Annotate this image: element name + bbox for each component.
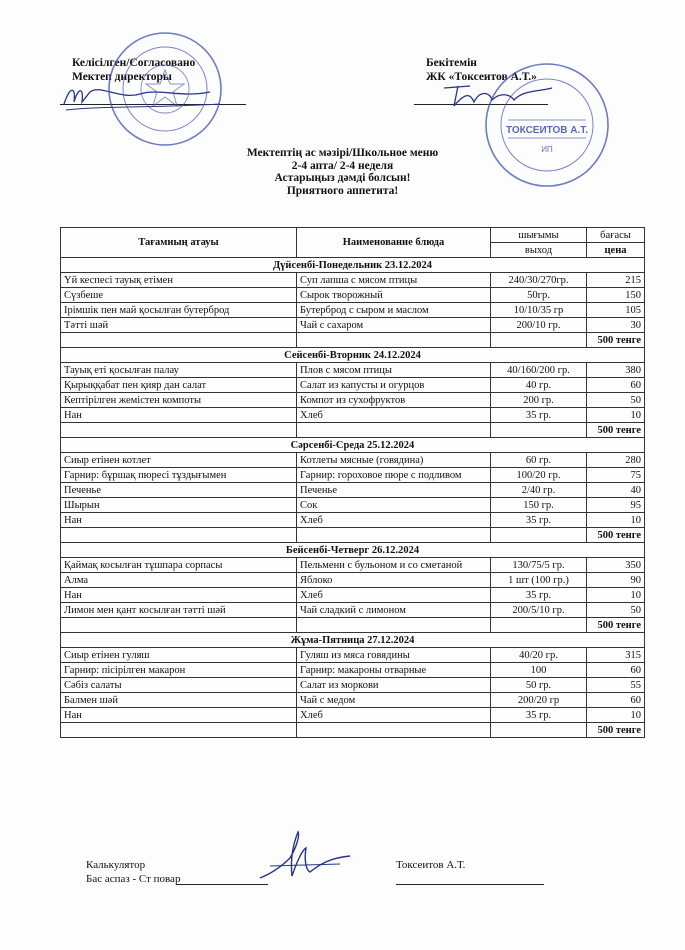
empty-cell	[61, 618, 297, 633]
dish-name-ru: Чай сладкий с лимоном	[297, 603, 491, 618]
day-total: 500 тенге	[587, 423, 645, 438]
day-total: 500 тенге	[587, 618, 645, 633]
col-header-price-ru: цена	[587, 243, 645, 258]
day-total-row	[61, 528, 645, 543]
menu-item-row	[61, 573, 645, 588]
week-label: 2-4 апта/ 2-4 неделя	[291, 159, 394, 172]
stamp-ip-text: ИП	[541, 145, 553, 154]
dish-name-ru: Чай с медом	[297, 693, 491, 708]
dish-output: 35 гр.	[491, 513, 587, 528]
menu-item-row	[61, 318, 645, 333]
dish-name-ru: Гарнир: макароны отварные	[297, 663, 491, 678]
footer-right-line	[396, 884, 544, 885]
footer-signature-line	[176, 884, 268, 885]
dish-name-ru: Хлеб	[297, 513, 491, 528]
dish-name-ru: Сок	[297, 498, 491, 513]
day-total-row	[61, 723, 645, 738]
dish-name-kz: Печенье	[61, 483, 297, 498]
dish-output: 40 гр.	[491, 378, 587, 393]
empty-cell	[297, 333, 491, 348]
day-total: 500 тенге	[587, 333, 645, 348]
school-director-label: Мектеп директоры	[72, 71, 172, 83]
dish-name-kz: Қырыққабат пен қияр дан салат	[61, 378, 297, 393]
day-total: 500 тенге	[587, 528, 645, 543]
dish-name-kz: Үй кеспесі тауық етімен	[61, 273, 297, 288]
dish-price: 60	[587, 693, 645, 708]
col-header-ru: Наименование блюда	[297, 228, 491, 258]
dish-name-ru: Печенье	[297, 483, 491, 498]
dish-price: 350	[587, 558, 645, 573]
dish-name-ru: Салат из капусты и огурцов	[297, 378, 491, 393]
dish-output: 1 шт (100 гр.)	[491, 573, 587, 588]
dish-price: 380	[587, 363, 645, 378]
dish-name-kz: Тәтті шәй	[61, 318, 297, 333]
footer-left	[86, 858, 180, 886]
dish-name-ru: Плов с мясом птицы	[297, 363, 491, 378]
dish-name-ru: Хлеб	[297, 408, 491, 423]
dish-name-ru: Яблоко	[297, 573, 491, 588]
empty-cell	[61, 528, 297, 543]
dish-name-ru: Бутерброд с сыром и маслом	[297, 303, 491, 318]
menu-title: Мектептің ас мәзірі/Школьное меню	[246, 147, 439, 159]
menu-item-row	[61, 678, 645, 693]
dish-output: 10/10/35 гр	[491, 303, 587, 318]
col-header-price-kz: бағасы	[587, 228, 645, 243]
dish-name-kz: Гарнир: пісірілген макарон	[61, 663, 297, 678]
dish-name-kz: Сиыр етінен гуляш	[61, 648, 297, 663]
menu-item-row	[61, 663, 645, 678]
menu-table	[60, 227, 645, 738]
col-header-output-kz: шығымы	[491, 228, 587, 243]
empty-cell	[297, 618, 491, 633]
menu-item-row	[61, 498, 645, 513]
dish-name-ru: Хлеб	[297, 588, 491, 603]
menu-body	[61, 258, 645, 738]
day-row	[61, 348, 645, 363]
entrepreneur-label: ЖК «Токсеитов А.Т.»	[426, 71, 537, 83]
day-row	[61, 543, 645, 558]
empty-cell	[61, 723, 297, 738]
empty-cell	[61, 333, 297, 348]
dish-price: 55	[587, 678, 645, 693]
dish-price: 10	[587, 588, 645, 603]
day-row	[61, 633, 645, 648]
menu-item-row	[61, 513, 645, 528]
dish-name-kz: Тауық еті қосылған палау	[61, 363, 297, 378]
dish-output: 200/20 гр	[491, 693, 587, 708]
dish-output: 35 гр.	[491, 708, 587, 723]
day-total: 500 тенге	[587, 723, 645, 738]
dish-name-kz: Сәбіз салаты	[61, 678, 297, 693]
dish-name-kz: Гарнир: бұршақ пюресі тұздығымен	[61, 468, 297, 483]
calculator-label: Калькулятор	[86, 859, 146, 871]
empty-cell	[61, 423, 297, 438]
menu-item-row	[61, 588, 645, 603]
dish-output: 130/75/5 гр.	[491, 558, 587, 573]
dish-output: 100/20 гр.	[491, 468, 587, 483]
day-name: Дүйсенбі-Понедельник 23.12.2024	[61, 258, 645, 273]
dish-name-kz: Лимон мен қант косылған тәтті шәй	[61, 603, 297, 618]
dish-name-ru: Гуляш из мяса говядины	[297, 648, 491, 663]
dish-name-ru: Компот из сухофруктов	[297, 393, 491, 408]
dish-price: 90	[587, 573, 645, 588]
day-total-row	[61, 333, 645, 348]
menu-item-row	[61, 468, 645, 483]
day-name: Жұма-Пятница 27.12.2024	[61, 633, 645, 648]
empty-cell	[297, 723, 491, 738]
dish-name-kz: Сиыр етінен котлет	[61, 453, 297, 468]
dish-price: 60	[587, 663, 645, 678]
dish-name-kz: Нан	[61, 708, 297, 723]
menu-item-row	[61, 288, 645, 303]
col-header-kz: Тағамның атауы	[61, 228, 297, 258]
dish-output: 150 гр.	[491, 498, 587, 513]
dish-output: 60 гр.	[491, 453, 587, 468]
dish-name-kz: Кептірілген жемістен компоты	[61, 393, 297, 408]
dish-price: 315	[587, 648, 645, 663]
day-total-row	[61, 423, 645, 438]
dish-price: 50	[587, 393, 645, 408]
dish-name-ru: Сырок творожный	[297, 288, 491, 303]
bon-appetit-kz: Астарыңыз дәмді болсын!	[274, 172, 411, 184]
dish-price: 40	[587, 483, 645, 498]
menu-title-block	[0, 147, 685, 197]
dish-price: 280	[587, 453, 645, 468]
dish-price: 10	[587, 708, 645, 723]
dish-output: 40/20 гр.	[491, 648, 587, 663]
day-name: Бейсенбі-Четверг 26.12.2024	[61, 543, 645, 558]
dish-output: 240/30/270гр.	[491, 273, 587, 288]
dish-price: 10	[587, 513, 645, 528]
day-row	[61, 258, 645, 273]
menu-item-row	[61, 273, 645, 288]
dish-output: 2/40 гр.	[491, 483, 587, 498]
dish-name-ru: Гарнир: гороховое пюре с подливом	[297, 468, 491, 483]
dish-name-kz: Нан	[61, 588, 297, 603]
dish-output: 200 гр.	[491, 393, 587, 408]
empty-cell	[491, 618, 587, 633]
dish-name-ru: Чай с сахаром	[297, 318, 491, 333]
dish-name-kz: Нан	[61, 513, 297, 528]
menu-item-row	[61, 393, 645, 408]
dish-output: 200/10 гр.	[491, 318, 587, 333]
dish-name-kz: Балмен шәй	[61, 693, 297, 708]
menu-item-row	[61, 708, 645, 723]
dish-price: 215	[587, 273, 645, 288]
dish-name-kz: Нан	[61, 408, 297, 423]
dish-name-ru: Хлеб	[297, 708, 491, 723]
confirm-label: Бекітемін	[426, 57, 477, 69]
dish-price: 10	[587, 408, 645, 423]
dish-name-kz: Алма	[61, 573, 297, 588]
dish-price: 50	[587, 603, 645, 618]
empty-cell	[491, 423, 587, 438]
dish-output: 40/160/200 гр.	[491, 363, 587, 378]
footer-right-name: Токсеитов А.Т.	[396, 859, 466, 871]
day-row	[61, 438, 645, 453]
dish-name-ru: Суп лапша с мясом птицы	[297, 273, 491, 288]
dish-output: 200/5/10 гр.	[491, 603, 587, 618]
menu-item-row	[61, 363, 645, 378]
menu-item-row	[61, 558, 645, 573]
dish-output: 100	[491, 663, 587, 678]
dish-output: 35 гр.	[491, 408, 587, 423]
menu-item-row	[61, 453, 645, 468]
approved-label: Келісілген/Согласовано	[72, 57, 196, 69]
day-total-row	[61, 618, 645, 633]
stamp-name-text: ТОКСЕИТОВ А.Т.	[505, 125, 589, 136]
dish-name-kz: Сүзбеше	[61, 288, 297, 303]
dish-output: 50 гр.	[491, 678, 587, 693]
dish-price: 75	[587, 468, 645, 483]
dish-price: 95	[587, 498, 645, 513]
menu-item-row	[61, 693, 645, 708]
head-cook-label: Бас аспаз - Ст повар	[86, 873, 181, 885]
school-stamp-icon	[106, 30, 224, 148]
empty-cell	[491, 333, 587, 348]
empty-cell	[491, 723, 587, 738]
menu-item-row	[61, 483, 645, 498]
dish-name-ru: Салат из моркови	[297, 678, 491, 693]
dish-name-ru: Котлеты мясные (говядина)	[297, 453, 491, 468]
empty-cell	[491, 528, 587, 543]
dish-output: 35 гр.	[491, 588, 587, 603]
menu-item-row	[61, 603, 645, 618]
dish-name-kz: Шырын	[61, 498, 297, 513]
dish-output: 50гр.	[491, 288, 587, 303]
col-header-output-ru: выход	[491, 243, 587, 258]
dish-name-ru: Пельмени с бульоном и со сметаной	[297, 558, 491, 573]
dish-name-kz: Ірімшік пен май қосылған бутерброд	[61, 303, 297, 318]
menu-item-row	[61, 378, 645, 393]
empty-cell	[297, 528, 491, 543]
dish-price: 105	[587, 303, 645, 318]
dish-name-kz: Қаймақ косылған тұшпара сорпасы	[61, 558, 297, 573]
menu-item-row	[61, 408, 645, 423]
dish-price: 60	[587, 378, 645, 393]
footer-signature-icon	[250, 828, 360, 888]
dish-price: 30	[587, 318, 645, 333]
bon-appetit-ru: Приятного аппетита!	[286, 184, 399, 197]
menu-item-row	[61, 303, 645, 318]
day-name: Сәрсенбі-Среда 25.12.2024	[61, 438, 645, 453]
day-name: Сейсенбі-Вторник 24.12.2024	[61, 348, 645, 363]
empty-cell	[297, 423, 491, 438]
menu-item-row	[61, 648, 645, 663]
dish-price: 150	[587, 288, 645, 303]
